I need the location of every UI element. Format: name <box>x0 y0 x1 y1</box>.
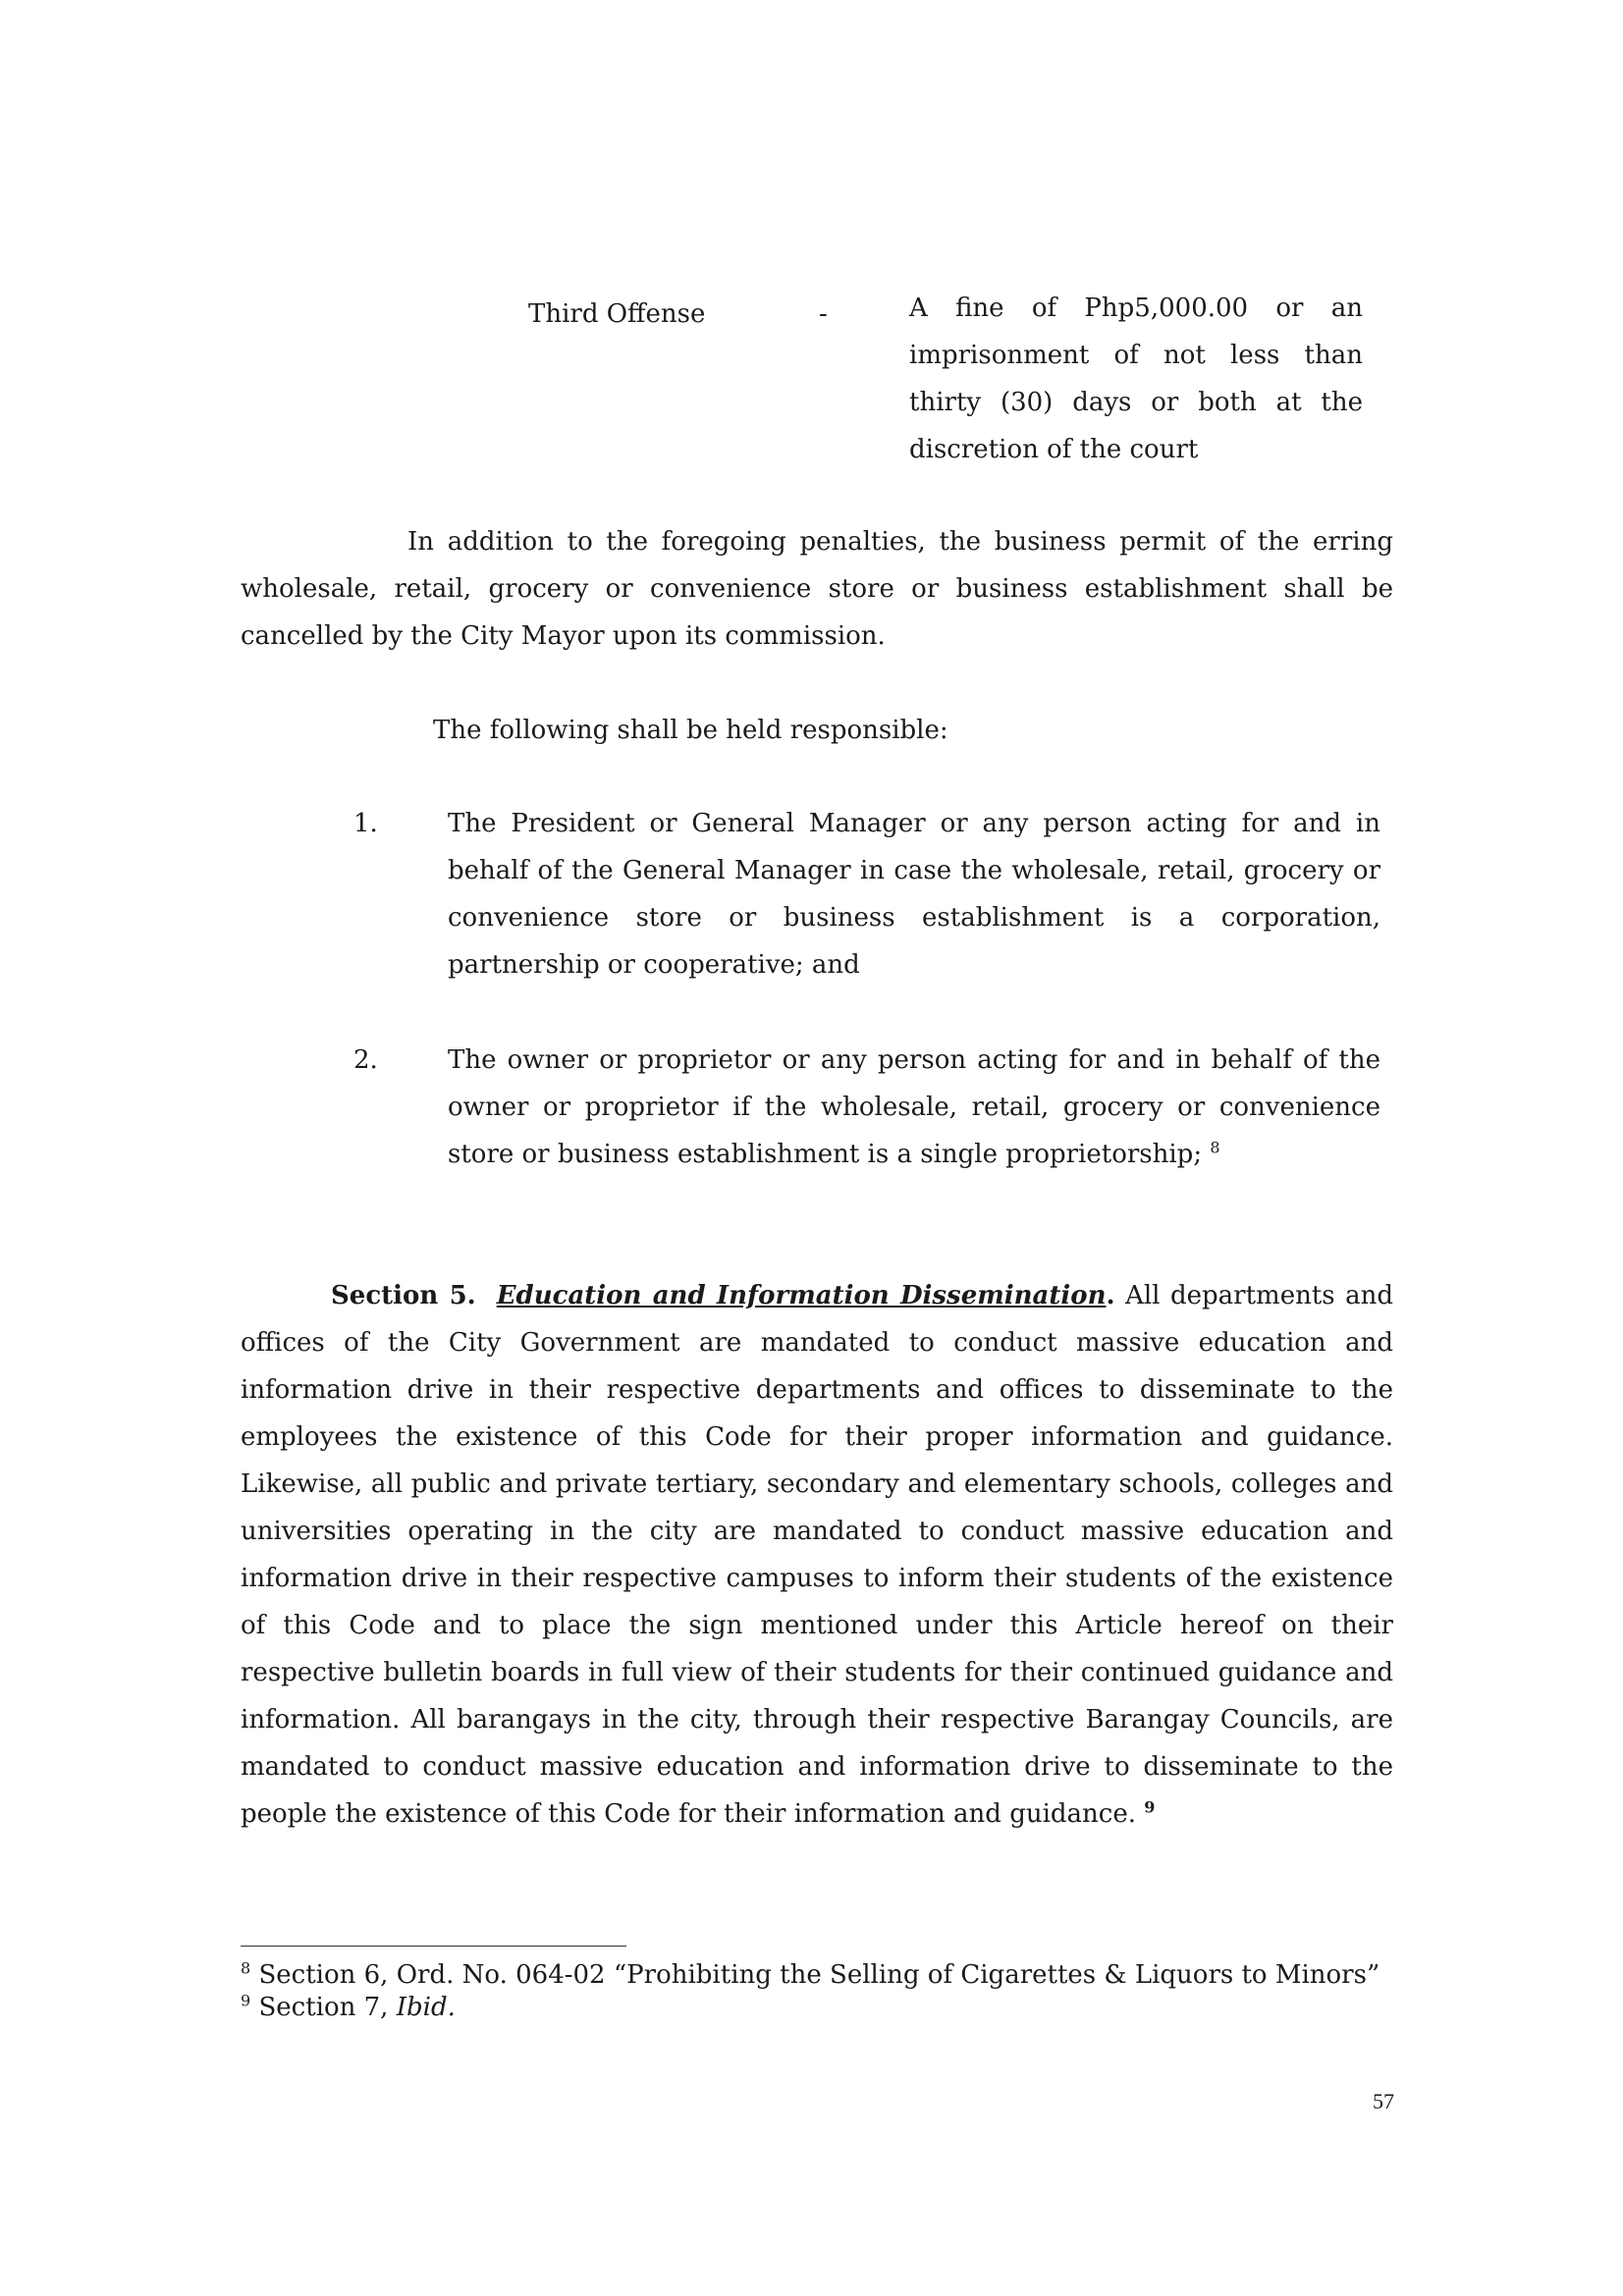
footnote-text: Section 6, Ord. No. 064-02 “Prohibiting the Selling of Cigarettes & Liquors to Minors” <box>258 1960 1380 1990</box>
list-item-text: The owner or proprietor or any person acting for and in behalf of the owner or proprietor if the wholesale, retail, grocery or convenience store or business establishment is a single proprietorship; <box>448 1045 1380 1169</box>
paragraph-addition <box>241 518 1393 660</box>
footnote <box>241 1959 1419 1992</box>
footnote <box>241 1992 1419 2024</box>
section-5-paragraph <box>241 1272 1393 1838</box>
footnote-text: Section 7, <box>258 1993 397 2022</box>
section-title: Education and Information Dissemination <box>496 1281 1107 1310</box>
responsible-intro: The following shall be held responsible: <box>433 716 948 745</box>
penalty-dash: - <box>819 299 828 329</box>
page-number: 57 <box>1373 2089 1394 2113</box>
footnote-ref: 8 <box>1210 1138 1220 1157</box>
footnote-number: 8 <box>241 1958 251 1978</box>
section-body: All departments and offices of the City Government are mandated to conduct massive education and information drive in their respective departments and offices to disseminate to the employees the existence of this Code for their proper information and guidance. Likewise, all public and private tertiary, secondary and elementary schools, colleges and universities operating in the city are mandated to conduct massive education and information drive in their respective campuses to inform their students of the existence of this Code and to place the sign mentioned under this Article hereof on their respective bulletin boards in full view of their students for their continued guidance and information. All barangays in the city, through their respective Barangay Councils, are mandated to conduct massive education and information drive to disseminate to the people the existence of this Code for their information and guidance. <box>241 1281 1393 1829</box>
list-item-text: The President or General Manager or any person acting for and in behalf of the General Manager in case the wholesale, retail, grocery or convenience store or business establishment is a corporation, partnership or cooperative; and <box>448 809 1380 980</box>
list-item-number: 1. <box>353 809 378 838</box>
penalty-text: A fine of Php5,000.00 or an imprisonment of not less than thirty (30) days or both at the discretion of the court <box>909 294 1363 464</box>
footnote-italic: Ibid. <box>396 1993 456 2022</box>
list-item <box>448 1037 1380 1178</box>
section-label: Section 5. <box>331 1281 476 1310</box>
section-title-end: . <box>1106 1281 1115 1310</box>
paragraph-addition-text: In addition to the foregoing penalties, the business permit of the erring wholesale, retail, grocery or convenience store or business establishment shall be cancelled by the City Mayor upon its commission. <box>241 527 1393 651</box>
list-item-number: 2. <box>353 1045 378 1075</box>
footnote-number: 9 <box>241 1991 251 2010</box>
footnote-separator <box>241 1946 626 1947</box>
penalty-offense-label: Third Offense <box>528 299 706 329</box>
footnote-ref: 9 <box>1144 1797 1156 1817</box>
list-item <box>448 800 1380 988</box>
